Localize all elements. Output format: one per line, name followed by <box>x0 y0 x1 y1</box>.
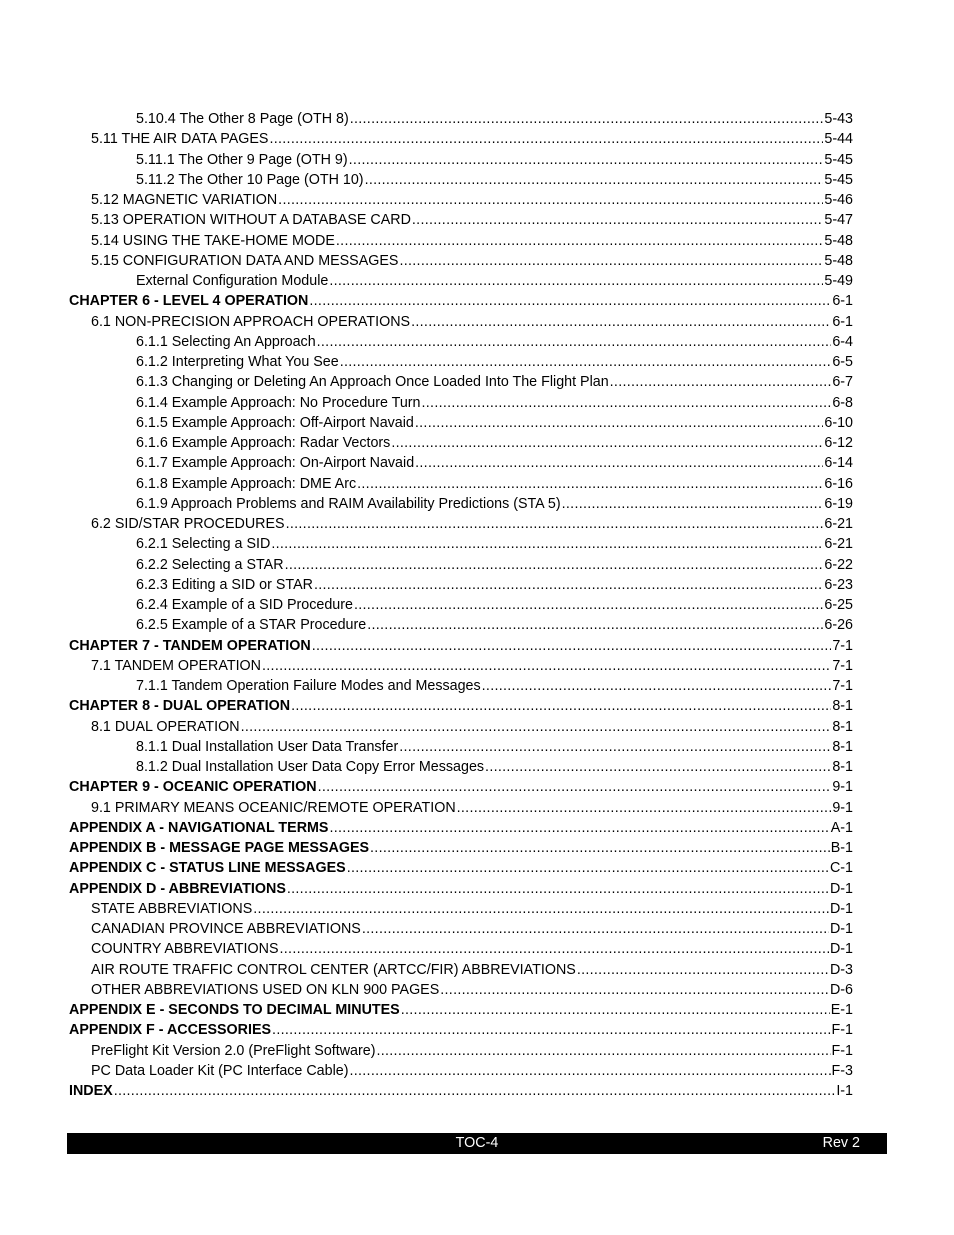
dot-leader <box>457 798 832 818</box>
toc-entry-title: 6.2.1 Selecting a SID <box>136 536 271 553</box>
toc-entry-page: 5-46 <box>824 192 853 208</box>
toc-entry-title: 5.10.4 The Other 8 Page (OTH 8) <box>136 111 349 127</box>
toc-entry-title: 5.13 OPERATION WITHOUT A DATABASE CARD <box>91 212 411 229</box>
toc-entry[interactable] <box>0 393 954 413</box>
toc-entry[interactable] <box>0 433 954 453</box>
toc-entry-title: 6.1.8 Example Approach: DME Arc <box>136 475 357 492</box>
toc-entry[interactable] <box>0 494 954 514</box>
toc-entry[interactable] <box>0 615 954 635</box>
toc-entry[interactable] <box>0 798 954 818</box>
toc-chapter-entry[interactable] <box>0 636 954 656</box>
toc-entry-page: F-1 <box>831 1022 853 1039</box>
toc-entry[interactable] <box>0 109 954 129</box>
dot-leader <box>329 818 829 838</box>
dot-leader <box>278 190 823 210</box>
toc-chapter-entry[interactable] <box>0 291 954 311</box>
toc-entry-title: 6.1.2 Interpreting What You See <box>136 354 339 370</box>
toc-entry-page: 6-1 <box>832 313 853 330</box>
toc-entry-title: 5.11.1 The Other 9 Page (OTH 9) <box>136 151 348 168</box>
toc-entry-title: 8.1.1 Dual Installation User Data Transfer <box>136 738 399 755</box>
toc-entry-page: 5-48 <box>824 232 853 249</box>
toc-entry-page: D-3 <box>829 961 853 978</box>
toc-entry-page: 6-16 <box>824 475 853 492</box>
toc-entry-page: 6-8 <box>832 394 853 411</box>
dot-leader <box>336 231 823 251</box>
toc-entry[interactable] <box>0 555 954 575</box>
toc-entry-title: 7.1.1 Tandem Operation Failure Modes and Messages <box>136 678 481 694</box>
table-of-contents <box>0 109 954 1101</box>
toc-entry-title: 7.1 TANDEM OPERATION <box>91 657 262 674</box>
toc-entry-title: CHAPTER 7 - TANDEM OPERATION <box>69 637 311 654</box>
toc-entry[interactable] <box>0 271 954 291</box>
toc-entry-page: 6-5 <box>832 354 853 370</box>
dot-leader <box>309 291 831 311</box>
toc-entry-title: 6.2.5 Example of a STAR Procedure <box>136 617 367 634</box>
dot-leader <box>271 534 823 554</box>
dot-leader <box>422 393 832 413</box>
toc-entry-page: E-1 <box>830 1002 853 1018</box>
dot-leader <box>440 980 829 1000</box>
toc-entry-title: 6.1.9 Approach Problems and RAIM Availability Predictions (STA 5) <box>136 495 561 512</box>
toc-entry-title: External Configuration Module <box>136 273 329 289</box>
toc-entry-title: APPENDIX A - NAVIGATIONAL TERMS <box>69 819 329 836</box>
toc-entry-title: CHAPTER 8 - DUAL OPERATION <box>69 698 291 715</box>
toc-entry[interactable] <box>0 312 954 332</box>
footer-page-number: TOC-4 <box>455 1135 499 1151</box>
dot-leader <box>354 595 823 615</box>
dot-leader <box>399 251 823 271</box>
toc-entry[interactable] <box>0 210 954 230</box>
toc-entry-title: CHAPTER 6 - LEVEL 4 OPERATION <box>69 293 309 310</box>
dot-leader <box>269 129 823 149</box>
toc-entry[interactable] <box>0 332 954 352</box>
dot-leader <box>340 352 832 372</box>
toc-entry-page: 5-47 <box>824 212 853 229</box>
dot-leader <box>370 838 830 858</box>
toc-entry-page: D-6 <box>829 981 853 998</box>
toc-entry[interactable] <box>0 595 954 615</box>
toc-entry-page: 6-1 <box>832 293 853 310</box>
toc-entry-page: 6-22 <box>824 556 853 573</box>
dot-leader <box>349 150 824 170</box>
toc-entry-title: 5.11.2 The Other 10 Page (OTH 10) <box>136 171 364 188</box>
toc-chapter-entry[interactable] <box>0 879 954 899</box>
toc-chapter-entry[interactable] <box>0 1000 954 1020</box>
toc-chapter-entry[interactable] <box>0 838 954 858</box>
toc-entry-title: PreFlight Kit Version 2.0 (PreFlight Software) <box>91 1042 376 1059</box>
toc-entry[interactable] <box>0 919 954 939</box>
toc-entry[interactable] <box>0 251 954 271</box>
toc-entry[interactable] <box>0 231 954 251</box>
toc-entry-title: 6.1.3 Changing or Deleting An Approach Once Loaded Into The Flight Plan <box>136 374 609 391</box>
toc-entry-title: STATE ABBREVIATIONS <box>91 900 253 917</box>
toc-entry[interactable] <box>0 190 954 210</box>
toc-entry-page: 6-19 <box>824 495 853 512</box>
toc-entry-title: 6.1 NON-PRECISION APPROACH OPERATIONS <box>91 313 411 330</box>
toc-entry-title: CHAPTER 9 - OCEANIC OPERATION <box>69 779 317 796</box>
toc-entry-page: 8-1 <box>832 698 853 715</box>
toc-entry-title: 5.14 USING THE TAKE-HOME MODE <box>91 232 335 249</box>
toc-entry-page: 8-1 <box>832 718 853 735</box>
toc-entry-page: A-1 <box>830 819 853 836</box>
toc-entry-page: F-1 <box>831 1042 853 1059</box>
dot-leader <box>362 919 829 939</box>
toc-entry-page: 6-26 <box>824 617 853 634</box>
toc-entry-title: 6.2 SID/STAR PROCEDURES <box>91 516 285 532</box>
toc-chapter-entry[interactable] <box>0 696 954 716</box>
toc-entry[interactable] <box>0 1041 954 1061</box>
toc-chapter-entry[interactable] <box>0 777 954 797</box>
toc-entry-title: COUNTRY ABBREVIATIONS <box>91 941 279 958</box>
toc-entry-page: B-1 <box>830 840 853 856</box>
page-footer <box>67 1133 887 1154</box>
toc-entry[interactable] <box>0 656 954 676</box>
dot-leader <box>317 332 832 352</box>
dot-leader <box>314 575 823 595</box>
toc-entry-title: APPENDIX E - SECONDS TO DECIMAL MINUTES <box>69 1002 400 1018</box>
toc-entry-page: 5-45 <box>824 151 853 168</box>
toc-entry-title: 6.1.4 Example Approach: No Procedure Turn <box>136 394 421 411</box>
dot-leader <box>285 555 824 575</box>
toc-entry-page: 6-7 <box>832 374 853 391</box>
toc-entry-page: F-3 <box>831 1062 853 1079</box>
toc-entry[interactable] <box>0 899 954 919</box>
toc-entry-title: 6.2.2 Selecting a STAR <box>136 556 284 573</box>
dot-leader <box>262 656 831 676</box>
toc-entry-title: 5.12 MAGNETIC VARIATION <box>91 192 278 208</box>
toc-entry-page: 5-49 <box>824 273 853 289</box>
toc-entry-title: 8.1.2 Dual Installation User Data Copy Error Messages <box>136 759 485 775</box>
dot-leader <box>401 1000 830 1020</box>
dot-leader <box>482 676 832 696</box>
dot-leader <box>365 170 824 190</box>
dot-leader <box>291 696 831 716</box>
dot-leader <box>329 271 823 291</box>
toc-entry-page: 6-4 <box>832 333 853 350</box>
toc-entry[interactable] <box>0 575 954 595</box>
toc-entry[interactable] <box>0 129 954 149</box>
toc-entry-page: 5-48 <box>824 252 853 269</box>
dot-leader <box>350 109 824 129</box>
toc-entry-page: 7-1 <box>832 637 853 654</box>
toc-entry-page: D-1 <box>829 921 853 937</box>
toc-entry[interactable] <box>0 372 954 392</box>
dot-leader <box>610 372 832 392</box>
toc-entry-title: APPENDIX F - ACCESSORIES <box>69 1022 272 1039</box>
toc-entry-page: C-1 <box>829 860 853 877</box>
dot-leader <box>411 312 831 332</box>
dot-leader <box>412 210 823 230</box>
dot-leader <box>399 737 831 757</box>
dot-leader <box>253 899 829 919</box>
toc-chapter-entry[interactable] <box>0 1081 954 1101</box>
toc-entry[interactable] <box>0 474 954 494</box>
dot-leader <box>415 453 823 473</box>
toc-entry-page: 6-10 <box>824 414 853 431</box>
toc-entry[interactable] <box>0 534 954 554</box>
toc-entry-page: 9-1 <box>832 799 853 816</box>
dot-leader <box>415 413 824 433</box>
toc-entry-title: 5.11 THE AIR DATA PAGES <box>91 131 269 148</box>
toc-entry[interactable] <box>0 737 954 757</box>
dot-leader <box>485 757 831 777</box>
dot-leader <box>312 636 832 656</box>
toc-chapter-entry[interactable] <box>0 818 954 838</box>
toc-entry-title: 6.1.5 Example Approach: Off-Airport Navaid <box>136 414 414 431</box>
toc-entry-title: 6.1.6 Example Approach: Radar Vectors <box>136 435 391 451</box>
toc-entry-title: 6.2.4 Example of a SID Procedure <box>136 597 353 613</box>
dot-leader <box>376 1041 830 1061</box>
toc-entry[interactable] <box>0 413 954 433</box>
toc-entry[interactable] <box>0 960 954 980</box>
toc-entry-page: 6-12 <box>824 435 853 451</box>
toc-entry[interactable] <box>0 980 954 1000</box>
dot-leader <box>357 474 823 494</box>
dot-leader <box>318 777 832 797</box>
dot-leader <box>280 939 829 959</box>
toc-entry[interactable] <box>0 150 954 170</box>
toc-entry-page: D-1 <box>829 900 853 917</box>
toc-entry-title: 6.2.3 Editing a SID or STAR <box>136 576 313 593</box>
toc-entry[interactable] <box>0 1061 954 1081</box>
toc-entry[interactable] <box>0 717 954 737</box>
dot-leader <box>562 494 824 514</box>
toc-entry-page: 5-44 <box>824 131 853 148</box>
dot-leader <box>241 717 832 737</box>
toc-entry-page: 6-25 <box>824 597 853 613</box>
toc-entry-title: APPENDIX C - STATUS LINE MESSAGES <box>69 860 346 877</box>
toc-entry-title: 6.1.1 Selecting An Approach <box>136 333 316 350</box>
toc-entry-page: D-1 <box>829 941 853 958</box>
toc-entry-page: 5-43 <box>824 111 853 127</box>
dot-leader <box>577 960 829 980</box>
toc-entry[interactable] <box>0 676 954 696</box>
dot-leader <box>114 1081 836 1101</box>
toc-entry-page: 6-14 <box>824 455 853 472</box>
toc-entry-title: APPENDIX B - MESSAGE PAGE MESSAGES <box>69 840 370 856</box>
dot-leader <box>349 1061 830 1081</box>
toc-entry-title: PC Data Loader Kit (PC Interface Cable) <box>91 1062 349 1079</box>
toc-entry-page: 6-21 <box>824 516 853 532</box>
toc-chapter-entry[interactable] <box>0 1020 954 1040</box>
dot-leader <box>286 514 824 534</box>
toc-entry[interactable] <box>0 939 954 959</box>
dot-leader <box>367 615 823 635</box>
toc-entry-title: 5.15 CONFIGURATION DATA AND MESSAGES <box>91 252 399 269</box>
toc-entry-page: D-1 <box>829 880 853 897</box>
dot-leader <box>287 879 829 899</box>
toc-entry[interactable] <box>0 514 954 534</box>
toc-entry[interactable] <box>0 352 954 372</box>
toc-entry-page: 6-21 <box>824 536 853 553</box>
toc-entry-title: 9.1 PRIMARY MEANS OCEANIC/REMOTE OPERATION <box>91 799 456 816</box>
toc-entry-page: I-1 <box>836 1083 853 1099</box>
toc-entry-page: 8-1 <box>832 759 853 775</box>
toc-entry-title: APPENDIX D - ABBREVIATIONS <box>69 880 286 897</box>
toc-entry-title: INDEX <box>69 1083 113 1099</box>
toc-entry[interactable] <box>0 170 954 190</box>
toc-entry-title: CANADIAN PROVINCE ABBREVIATIONS <box>91 921 361 937</box>
toc-entry-title: 8.1 DUAL OPERATION <box>91 718 240 735</box>
toc-entry-title: OTHER ABBREVIATIONS USED ON KLN 900 PAGES <box>91 981 440 998</box>
dot-leader <box>391 433 823 453</box>
toc-entry-page: 6-23 <box>824 576 853 593</box>
toc-entry[interactable] <box>0 453 954 473</box>
toc-entry-page: 5-45 <box>824 171 853 188</box>
toc-chapter-entry[interactable] <box>0 858 954 878</box>
toc-entry-page: 9-1 <box>832 779 853 796</box>
toc-entry-page: 7-1 <box>832 657 853 674</box>
toc-entry-page: 7-1 <box>832 678 853 694</box>
footer-revision: Rev 2 <box>822 1135 860 1151</box>
toc-entry-title: 6.1.7 Example Approach: On-Airport Navaid <box>136 455 415 472</box>
toc-entry[interactable] <box>0 757 954 777</box>
dot-leader <box>272 1020 831 1040</box>
toc-entry-page: 8-1 <box>832 738 853 755</box>
dot-leader <box>347 858 829 878</box>
toc-entry-title: AIR ROUTE TRAFFIC CONTROL CENTER (ARTCC/FIR) ABBREVIATIONS <box>91 961 576 978</box>
